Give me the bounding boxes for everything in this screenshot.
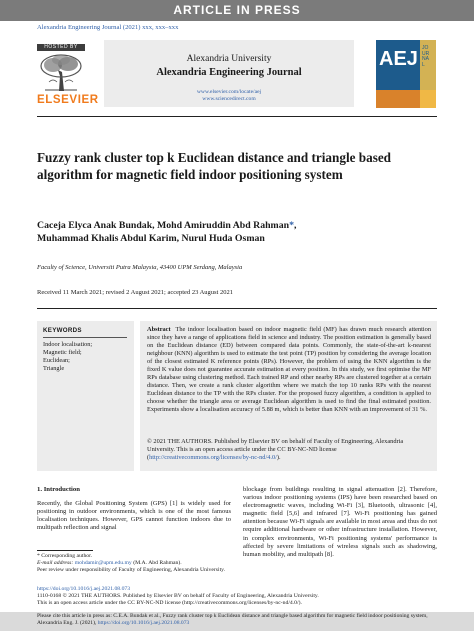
article-in-press-banner: ARTICLE IN PRESS: [0, 0, 474, 21]
journal-link-elsevier[interactable]: www.elsevier.com/locate/aej: [196, 89, 262, 95]
authors-line-2: Muhammad Khalis Abdul Karim, Nurul Huda Osman: [37, 233, 265, 244]
copyright-end: ).: [276, 454, 281, 462]
license-line: This is an open access article under the CC BY-NC-ND license (http://creativecommons.org/licenses/by-nc-nd/4.0/).: [37, 600, 302, 606]
footnote-divider: [37, 550, 93, 551]
keyword-item: Triangle: [43, 365, 65, 372]
abstract: [147, 326, 431, 415]
cover-word: JOURNAL: [422, 45, 430, 68]
footnote-corresponding: * Corresponding author.: [37, 553, 93, 559]
section-heading-introduction: 1. Introduction: [37, 486, 80, 493]
abstract-label: Abstract: [147, 326, 171, 333]
journal-cover: [376, 40, 436, 108]
hosted-by-label: HOSTED BY: [37, 44, 85, 51]
received-dates: Received 11 March 2021; revised 2 August 2021; accepted 23 August 2021: [37, 289, 233, 296]
journal-links: [104, 89, 354, 103]
copyright-text: © 2021 THE AUTHORS. Published by Elsevier BV on behalf of Faculty of Engineering, Alexandria University. This is an open access article under the CC BY-NC-ND license (: [147, 438, 404, 462]
doi-link: [37, 586, 437, 593]
email-owner: (M.A. Abd Rahman).: [131, 560, 182, 566]
article-title: Fuzzy rank cluster top k Euclidean distance and triangle based algorithm for magnetic field indoor positioning system: [37, 150, 392, 182]
license-link-cont[interactable]: licenses/by-nc-nd/4.0/: [220, 454, 277, 462]
keyword-item: Euclidean;: [43, 357, 70, 364]
keyword-item: Magnetic field;: [43, 349, 82, 356]
keywords-divider: [43, 337, 127, 338]
doi-link-text[interactable]: https://doi.org/10.1016/j.aej.2021.08.073: [37, 586, 131, 592]
issn-line: 1110-0168 © 2021 THE AUTHORS. Published by Elsevier BV on behalf of Faculty of Engineering, Alexandria University.: [37, 593, 319, 599]
journal-link-sciencedirect[interactable]: www.sciencedirect.com: [202, 96, 256, 102]
university-name: Alexandria University: [186, 54, 272, 64]
footnote-peer-review: Peer review under responsibility of Faculty of Engineering, Alexandria University.: [37, 567, 226, 573]
elsevier-tree-logo: [37, 52, 85, 92]
header-divider: [37, 116, 437, 117]
intro-right-column: blockage from buildings resulting in signal attenuation [2]. Therefore, various indoor positioning systems (IPS) have been researched based on electromagnetic waves, including Wi-Fi [3], Bluetooth, ultrasonic [4], magnetic field [5,6] and infrared [7]. Wi-Fi positioning has gained attention because Wi-Fi signals are available in most areas and thus do not require additional hardware or other infrastructure installation. However, in complex environments, Wi-Fi positioning systems' performance is affected by severe limitations of wireless signals such as shadowing, human mobility, and multipath [8].: [243, 486, 437, 558]
copyright-notice: [147, 438, 431, 462]
journal-reference[interactable]: Alexandria Engineering Journal (2021) xxx, xxx–xxx: [37, 24, 179, 31]
citation-doi-link[interactable]: https://doi.org/10.1016/j.aej.2021.08.073: [97, 620, 190, 626]
cover-letters: AEJ: [379, 48, 418, 70]
email-label: E-mail address:: [37, 560, 75, 566]
email-link[interactable]: mohdamir@upm.edu.my: [74, 560, 132, 566]
author-list: Caceja Elyca Anak Bundak, Mohd Amiruddin Abd Rahman*, Muhammad Khalis Abdul Karim, Nurul Huda Osman: [37, 220, 297, 244]
elsevier-logo-text: ELSEVIER: [37, 94, 99, 106]
intro-left-column: Recently, the Global Positioning System (GPS) [1] is widely used for positioning in outdoor environments, which is one of the most famous localisation techniques. However, GPS cannot function indoors due to multipath reflection and signal: [37, 500, 231, 532]
received-divider: [37, 308, 437, 309]
journal-title: Alexandria Engineering Journal: [156, 67, 302, 78]
affiliation: Faculty of Science, Universiti Putra Malaysia, 43400 UPM Serdang, Malaysia: [37, 264, 243, 271]
keyword-item: Indoor localisation;: [43, 341, 93, 348]
citation-text: [37, 613, 437, 627]
citation-body: Please cite this article in press as: C.E.A. Bundak et al., Fuzzy rank cluster top k Euclidean distance and triangle based algorithm for magnetic field indoor positioning system, Alexandria Eng. J. (2021),: [37, 613, 428, 626]
abstract-text: The indoor localisation based on indoor magnetic field (MF) has drawn much research attention since they have a range of applications field in science and industry. The position estimation is generally based on the Euclidean distance (ED) between compared data points. Commonly, the state-of-the-art k-nearest neighbour (KNN) algorithm is used to estimate the test point (TP) position by considering the average location of the closest estimated K reference points (RPs). However, the problem of using the KNN algorithm is the fixed K value does not guarantee accurate estimation at every position. In this study, we first optimise the MF RPs database using clustering method. Each trained RP and other nearby RPs are clustered together at a certain distance. Then, we create a rank cluster algorithm where we match the top 10 ranks RPs with the nearest Euclidean distance to the TP with the RPs cluster. For the proposed fuzzy algorithm, a condition is applied to choose whether the triangle area or average Euclidean algorithm is used to find the final estimated position. Experiments show a localisation accuracy of 5.88 m, which is better than KNN with an improvement of 31 %.: [147, 326, 431, 414]
corresponding-author-mark[interactable]: *: [289, 220, 294, 231]
keywords-heading: KEYWORDS: [43, 327, 82, 334]
license-link[interactable]: http://creativecommons.org/: [149, 454, 221, 462]
authors-line-1: Caceja Elyca Anak Bundak, Mohd Amiruddin Abd Rahman: [37, 220, 290, 231]
footnote-email: [37, 560, 237, 567]
